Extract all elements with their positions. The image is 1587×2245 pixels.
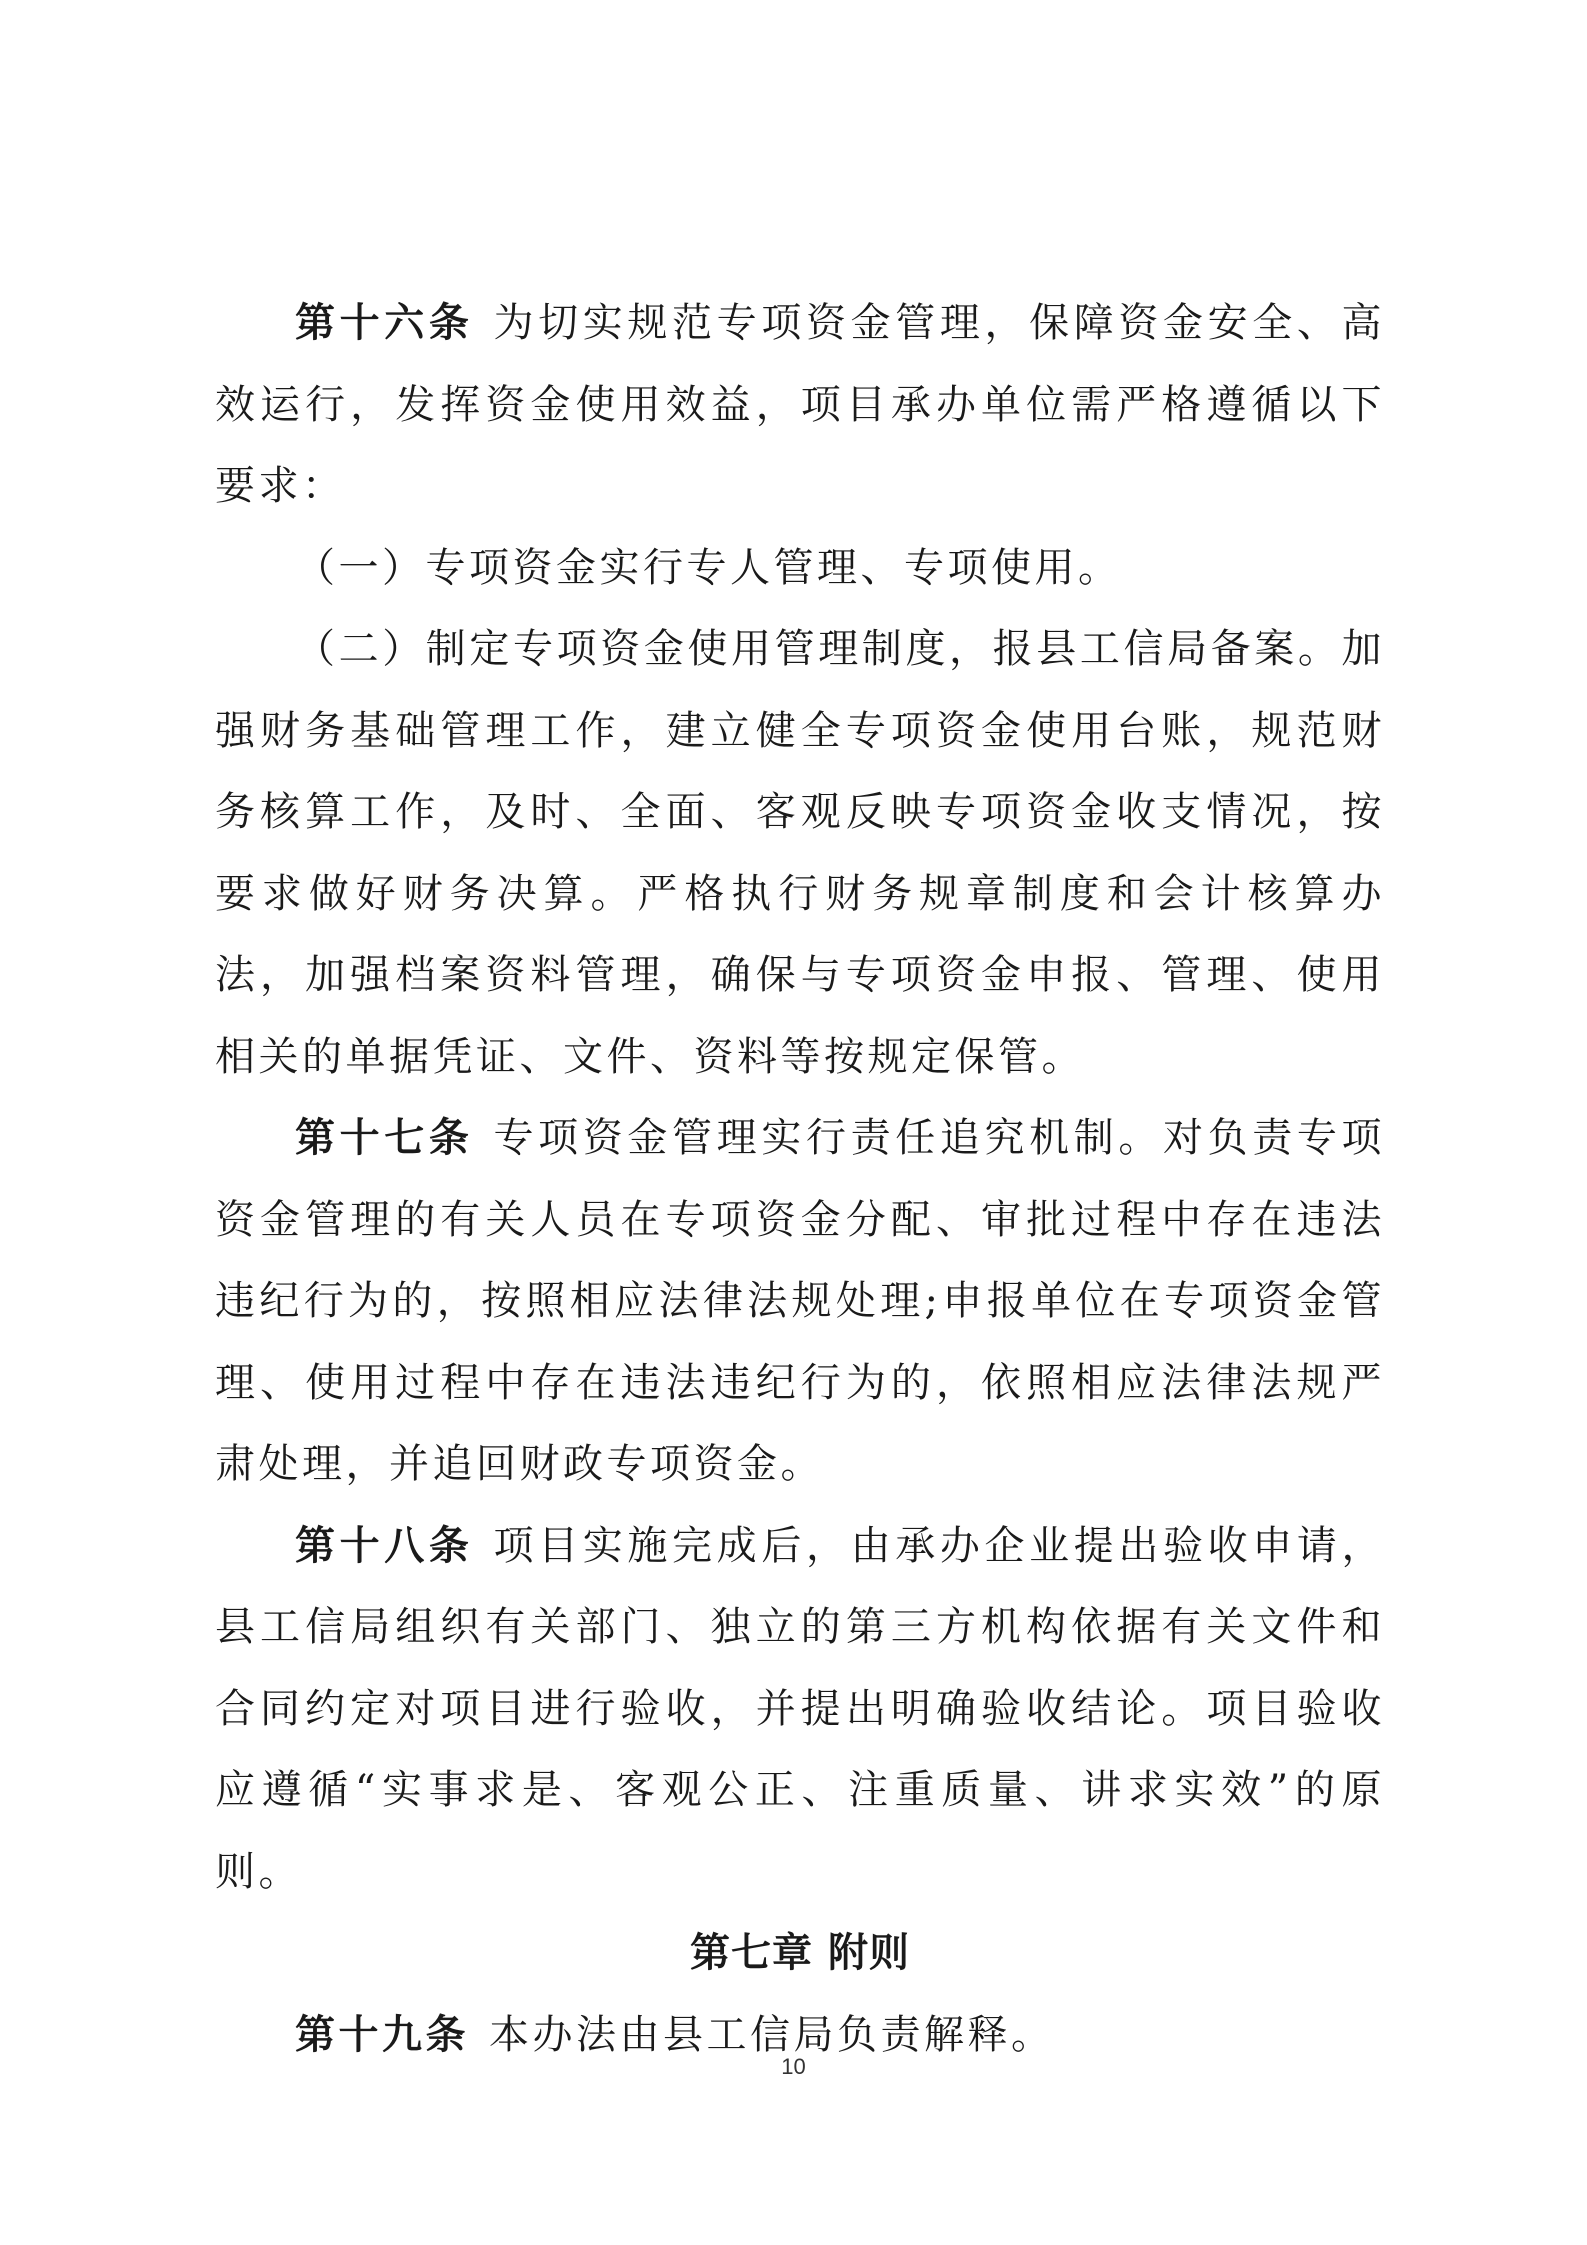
article-text: 项目实施完成后，由承办企业提出验收申请，县工信局组织有关部门、独立的第三方机构依据有关文件和合同约定对项目进行验收，并提出明确验收结论。项目验收应遵循“实事求是、客观公正、注重质量、讲求实效”的原则。 (215, 1522, 1386, 1895)
article-text: 为切实规范专项资金管理，保障资金安全、高效运行，发挥资金使用效益，项目承办单位需严格遵循以下要求： (215, 300, 1386, 509)
list-item-text: （二）制定专项资金使用管理制度，报县工信局备案。加强财务基础管理工作，建立健全专项资金使用台账，规范财务核算工作，及时、全面、客观反映专项资金收支情况，按要求做好财务决算。严格执行财务规章制度和会计核算办法，加强档案资料管理，确保与专项资金申报、管理、使用相关的单据凭证、文件、资料等按规定保管。 (215, 626, 1385, 1080)
article-17 (215, 1098, 1385, 1506)
chapter-title: 第七章 附则 (690, 1930, 910, 1976)
article-text: 本办法由县工信局负责解释。 (489, 2011, 1055, 2058)
article-label: 第十八条 (295, 1522, 474, 1569)
list-item-2 (215, 609, 1385, 1098)
article-16 (215, 283, 1385, 528)
document-page (215, 283, 1385, 2076)
article-label: 第十七条 (295, 1115, 474, 1161)
article-label: 第十六条 (295, 300, 474, 346)
list-item-1 (215, 528, 1385, 610)
article-18 (215, 1506, 1385, 1914)
page-number: 10 (781, 2054, 806, 2079)
article-label: 第十九条 (295, 2011, 469, 2058)
list-item-text: （一）专项资金实行专人管理、专项使用。 (295, 544, 1122, 591)
article-text: 专项资金管理实行责任追究机制。对负责专项资金管理的有关人员在专项资金分配、审批过程中存在违法违纪行为的，按照相应法律法规处理;申报单位在专项资金管理、使用过程中存在违法违纪行为的，依照相应法律法规严肃处理，并追回财政专项资金。 (215, 1115, 1386, 1487)
